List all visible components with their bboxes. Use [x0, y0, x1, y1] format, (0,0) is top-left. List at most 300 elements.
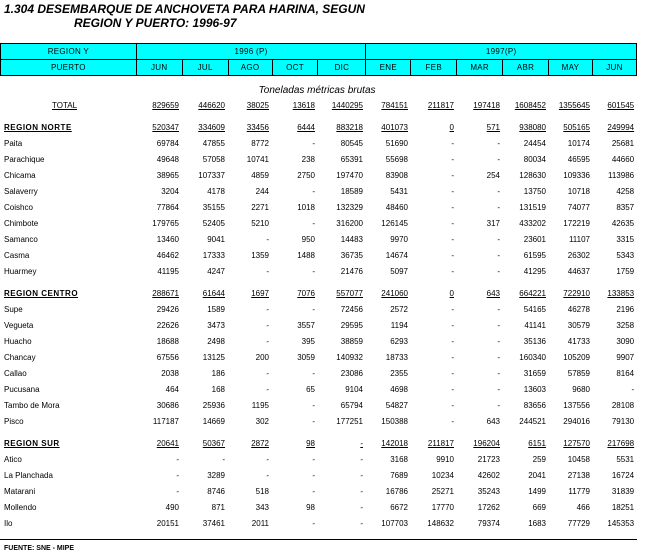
value-text: 137556: [563, 400, 590, 410]
data-table: [0, 83, 637, 531]
value-text: 7689: [390, 470, 408, 480]
value-text: -: [497, 154, 500, 164]
value-text: 16786: [385, 486, 408, 496]
value-text: 27138: [567, 470, 590, 480]
value-cell: [549, 199, 593, 215]
value-cell: [136, 515, 182, 531]
value-text: 35155: [202, 202, 225, 212]
value-cell: [136, 499, 182, 515]
value-cell: [457, 263, 503, 279]
value-cell: [318, 183, 366, 199]
value-text: 10458: [567, 454, 590, 464]
value-cell: [272, 317, 318, 333]
value-text: 3059: [297, 352, 315, 362]
value-cell: [366, 515, 411, 531]
value-text: 80034: [523, 154, 546, 164]
value-text: -: [631, 384, 635, 394]
value-cell: [411, 451, 457, 467]
value-cell: [318, 317, 366, 333]
value-text: 25936: [202, 400, 225, 410]
value-text: 433202: [519, 218, 546, 228]
value-cell: [136, 247, 182, 263]
value-text: 2011: [251, 518, 269, 528]
region-label: REGION SUR: [4, 438, 60, 448]
value-cell: [457, 499, 503, 515]
value-text: -: [266, 320, 269, 330]
value-text: 3557: [297, 320, 315, 330]
value-text: 48460: [385, 202, 408, 212]
value-text: -: [312, 186, 315, 196]
value-cell: [228, 97, 272, 113]
value-text: -: [497, 138, 500, 148]
value-text: 109336: [563, 170, 590, 180]
port-name: Chicama: [4, 170, 36, 180]
value-text: 1488: [297, 250, 315, 260]
value-cell: [318, 97, 366, 113]
value-cell: [136, 413, 182, 429]
value-cell: [411, 119, 457, 135]
value-cell: [593, 301, 637, 317]
value-cell: [228, 499, 272, 515]
value-text: 77864: [156, 202, 179, 212]
value-text: 196204: [473, 438, 500, 448]
value-text: 54165: [523, 304, 546, 314]
value-text: 41295: [523, 266, 546, 276]
value-text: 30579: [567, 320, 590, 330]
value-text: 23601: [523, 234, 546, 244]
header-month: FEB: [411, 60, 457, 76]
value-text: 334609: [198, 122, 225, 132]
table-row: [0, 317, 637, 333]
value-text: 20151: [156, 518, 179, 528]
value-text: -: [451, 368, 454, 378]
value-cell: [503, 333, 549, 349]
value-text: 557077: [336, 288, 363, 298]
value-cell: [318, 151, 366, 167]
value-text: 140932: [336, 352, 363, 362]
value-text: 217698: [607, 438, 635, 448]
value-cell: [503, 263, 549, 279]
value-cell: [593, 515, 637, 531]
value-cell: [136, 183, 182, 199]
value-cell: [503, 231, 549, 247]
value-text: 17770: [431, 502, 454, 512]
value-cell: [457, 397, 503, 413]
value-cell: [228, 467, 272, 483]
value-cell: [272, 467, 318, 483]
value-cell: [503, 317, 549, 333]
value-text: 288671: [152, 288, 179, 298]
value-cell: [503, 97, 549, 113]
value-text: 20641: [156, 438, 179, 448]
value-cell: [318, 333, 366, 349]
value-text: 8164: [616, 368, 635, 378]
value-cell: [366, 183, 411, 199]
value-cell: [272, 119, 318, 135]
value-text: 41195: [157, 266, 179, 276]
value-cell: [272, 151, 318, 167]
header-region-label: REGION Y: [1, 44, 137, 60]
value-cell: [366, 483, 411, 499]
value-text: 254: [486, 170, 500, 180]
value-cell: [136, 349, 182, 365]
value-cell: [182, 333, 228, 349]
value-text: 1759: [616, 266, 635, 276]
value-cell: [272, 97, 318, 113]
value-text: 4258: [616, 186, 635, 196]
value-text: 79130: [611, 416, 635, 426]
value-cell: [136, 483, 182, 499]
value-cell: [182, 231, 228, 247]
value-text: -: [451, 320, 454, 330]
value-cell: [228, 263, 272, 279]
value-text: -: [497, 250, 500, 260]
total-row: [0, 97, 637, 113]
value-text: 211817: [427, 100, 454, 110]
value-cell: [503, 483, 549, 499]
value-text: -: [360, 518, 363, 528]
value-text: -: [451, 416, 454, 426]
region-row: [0, 285, 637, 301]
value-text: 54827: [385, 400, 408, 410]
port-name: Vegueta: [4, 320, 34, 330]
value-text: 2750: [297, 170, 315, 180]
value-cell: [503, 467, 549, 483]
value-text: 168: [211, 384, 225, 394]
table-title-line1: 1.304 DESEMBARQUE DE ANCHOVETA PARA HARINA, SEGUN: [4, 2, 365, 16]
value-text: 10234: [431, 470, 454, 480]
value-text: 36735: [340, 250, 363, 260]
value-text: 490: [165, 502, 179, 512]
value-cell: [272, 247, 318, 263]
value-text: -: [266, 266, 269, 276]
value-text: 1195: [251, 400, 269, 410]
value-cell: [228, 215, 272, 231]
table-row: [0, 413, 637, 429]
value-text: -: [266, 368, 269, 378]
value-cell: [272, 435, 318, 451]
value-cell: [457, 515, 503, 531]
value-text: 69784: [156, 138, 179, 148]
value-text: 4178: [207, 186, 225, 196]
value-text: -: [312, 470, 315, 480]
value-cell: [272, 349, 318, 365]
value-text: -: [497, 234, 500, 244]
value-text: 571: [486, 122, 500, 132]
value-cell: [549, 451, 593, 467]
value-cell: [136, 215, 182, 231]
value-cell: [549, 467, 593, 483]
value-cell: [593, 381, 637, 397]
value-cell: [593, 451, 637, 467]
value-cell: [549, 167, 593, 183]
value-text: 21723: [477, 454, 500, 464]
value-cell: [593, 317, 637, 333]
value-cell: [549, 483, 593, 499]
table-row: [0, 381, 637, 397]
value-cell: [593, 333, 637, 349]
value-cell: [457, 231, 503, 247]
value-cell: [182, 413, 228, 429]
value-text: 2572: [390, 304, 408, 314]
value-cell: [366, 263, 411, 279]
value-text: 52405: [202, 218, 225, 228]
value-text: 3289: [207, 470, 225, 480]
value-cell: [411, 135, 457, 151]
value-cell: [366, 301, 411, 317]
value-cell: [549, 365, 593, 381]
value-cell: [411, 183, 457, 199]
value-cell: [411, 215, 457, 231]
value-cell: [318, 167, 366, 183]
value-text: 150388: [381, 416, 408, 426]
value-cell: [593, 97, 637, 113]
value-cell: [593, 231, 637, 247]
value-cell: [457, 435, 503, 451]
header-month: OCT: [272, 60, 318, 76]
value-text: 9970: [390, 234, 408, 244]
value-cell: [228, 381, 272, 397]
value-cell: [593, 199, 637, 215]
value-cell: [457, 97, 503, 113]
value-cell: [182, 263, 228, 279]
value-text: 294016: [563, 416, 590, 426]
region-label: REGION NORTE: [4, 122, 72, 132]
value-text: 8772: [251, 138, 269, 148]
value-text: 211817: [427, 438, 454, 448]
value-text: 0: [449, 288, 454, 298]
value-text: -: [222, 454, 225, 464]
value-text: 25271: [431, 486, 454, 496]
value-cell: [411, 499, 457, 515]
value-cell: [272, 135, 318, 151]
value-cell: [366, 167, 411, 183]
value-cell: [549, 397, 593, 413]
value-cell: [182, 285, 228, 301]
value-cell: [318, 301, 366, 317]
value-text: 49648: [156, 154, 179, 164]
value-text: 244521: [519, 416, 546, 426]
value-cell: [549, 215, 593, 231]
value-text: -: [451, 304, 454, 314]
value-text: 107703: [381, 518, 408, 528]
value-text: 9104: [345, 384, 363, 394]
value-text: -: [497, 336, 500, 346]
value-cell: [228, 365, 272, 381]
value-text: 4859: [251, 170, 269, 180]
value-cell: [549, 515, 593, 531]
value-cell: [503, 135, 549, 151]
table-row: [0, 365, 637, 381]
source-note: FUENTE: SNE - MIPE: [4, 545, 75, 552]
value-text: 21476: [340, 266, 363, 276]
value-text: 883218: [336, 122, 363, 132]
value-text: -: [451, 352, 454, 362]
value-cell: [366, 467, 411, 483]
value-text: 244: [255, 186, 269, 196]
value-text: 2196: [616, 304, 635, 314]
value-text: 446620: [198, 100, 225, 110]
value-text: 30686: [156, 400, 179, 410]
value-text: -: [312, 368, 315, 378]
value-text: 67556: [156, 352, 179, 362]
value-cell: [228, 397, 272, 413]
value-cell: [228, 231, 272, 247]
value-text: 44660: [611, 154, 635, 164]
value-cell: [411, 231, 457, 247]
value-cell: [182, 515, 228, 531]
header-month: ENE: [366, 60, 411, 76]
value-text: 35243: [477, 486, 500, 496]
value-text: 3168: [390, 454, 408, 464]
value-cell: [549, 333, 593, 349]
value-cell: [366, 435, 411, 451]
value-text: 5343: [616, 250, 635, 260]
value-text: 46462: [156, 250, 179, 260]
value-cell: [272, 515, 318, 531]
value-text: 11779: [568, 486, 590, 496]
value-text: 3090: [616, 336, 635, 346]
value-cell: [366, 97, 411, 113]
value-text: 74077: [567, 202, 590, 212]
value-text: 46595: [567, 154, 590, 164]
value-cell: [136, 119, 182, 135]
value-cell: [549, 263, 593, 279]
value-text: 14669: [202, 416, 225, 426]
port-name: Huarmey: [4, 266, 37, 276]
value-cell: [593, 349, 637, 365]
value-cell: [457, 301, 503, 317]
value-cell: [411, 467, 457, 483]
value-cell: [318, 381, 366, 397]
value-text: 784151: [381, 100, 408, 110]
value-text: 79374: [477, 518, 500, 528]
value-cell: [549, 381, 593, 397]
value-text: 466: [576, 502, 590, 512]
value-text: -: [266, 470, 269, 480]
value-cell: [549, 119, 593, 135]
value-cell: [136, 97, 182, 113]
value-cell: [228, 167, 272, 183]
value-text: 9041: [207, 234, 225, 244]
value-text: 42635: [611, 218, 635, 228]
value-cell: [503, 381, 549, 397]
value-text: 4698: [390, 384, 408, 394]
value-text: 44637: [567, 266, 590, 276]
value-text: 241060: [381, 288, 408, 298]
value-cell: [411, 199, 457, 215]
value-cell: [593, 247, 637, 263]
table-row: [0, 231, 637, 247]
value-text: -: [497, 320, 500, 330]
value-cell: [228, 435, 272, 451]
value-text: -: [266, 454, 269, 464]
value-cell: [182, 215, 228, 231]
value-cell: [182, 349, 228, 365]
value-text: 25681: [611, 138, 635, 148]
value-text: 10174: [567, 138, 590, 148]
value-text: 16724: [611, 470, 635, 480]
value-text: 13618: [292, 100, 315, 110]
value-cell: [182, 467, 228, 483]
value-text: 113986: [608, 170, 635, 180]
value-text: 829659: [152, 100, 179, 110]
value-text: -: [451, 400, 454, 410]
value-cell: [272, 301, 318, 317]
value-text: 18688: [156, 336, 179, 346]
value-cell: [457, 119, 503, 135]
value-cell: [593, 215, 637, 231]
unit-label: Toneladas métricas brutas: [258, 84, 376, 96]
value-cell: [593, 413, 637, 429]
value-text: 317: [486, 218, 500, 228]
value-text: -: [360, 438, 363, 448]
value-cell: [593, 435, 637, 451]
value-text: 1697: [251, 288, 269, 298]
value-cell: [549, 349, 593, 365]
value-cell: [457, 199, 503, 215]
value-cell: [228, 317, 272, 333]
value-text: 520347: [152, 122, 179, 132]
value-text: -: [312, 518, 315, 528]
value-cell: [593, 365, 637, 381]
value-text: 23086: [340, 368, 363, 378]
table-row: [0, 215, 637, 231]
value-cell: [503, 451, 549, 467]
value-text: 938080: [519, 122, 546, 132]
value-text: 1018: [297, 202, 315, 212]
value-text: 518: [255, 486, 269, 496]
value-cell: [411, 167, 457, 183]
value-text: 200: [255, 352, 269, 362]
value-text: -: [312, 454, 315, 464]
value-cell: [272, 365, 318, 381]
value-text: 197418: [473, 100, 500, 110]
value-cell: [549, 135, 593, 151]
value-text: 83656: [523, 400, 546, 410]
header-month: JUN: [592, 60, 636, 76]
value-text: -: [176, 486, 179, 496]
value-cell: [182, 97, 228, 113]
value-cell: [272, 263, 318, 279]
value-cell: [136, 285, 182, 301]
value-text: 1499: [528, 486, 546, 496]
value-cell: [549, 97, 593, 113]
value-cell: [366, 231, 411, 247]
value-cell: [318, 413, 366, 429]
value-text: 5210: [251, 218, 269, 228]
value-cell: [228, 183, 272, 199]
value-cell: [593, 183, 637, 199]
value-cell: [366, 199, 411, 215]
value-text: 14483: [340, 234, 363, 244]
value-cell: [182, 435, 228, 451]
value-text: -: [497, 352, 500, 362]
value-text: -: [497, 186, 500, 196]
value-cell: [503, 215, 549, 231]
value-text: -: [451, 250, 454, 260]
port-name: Pucusana: [4, 384, 40, 394]
value-text: -: [312, 400, 315, 410]
value-text: -: [497, 384, 500, 394]
port-name: Salaverry: [4, 186, 38, 196]
port-name: Parachique: [4, 154, 45, 164]
value-cell: [457, 167, 503, 183]
value-text: 6672: [390, 502, 408, 512]
value-cell: [457, 317, 503, 333]
header-year-1996: 1996 (P): [136, 44, 366, 60]
value-cell: [136, 263, 182, 279]
